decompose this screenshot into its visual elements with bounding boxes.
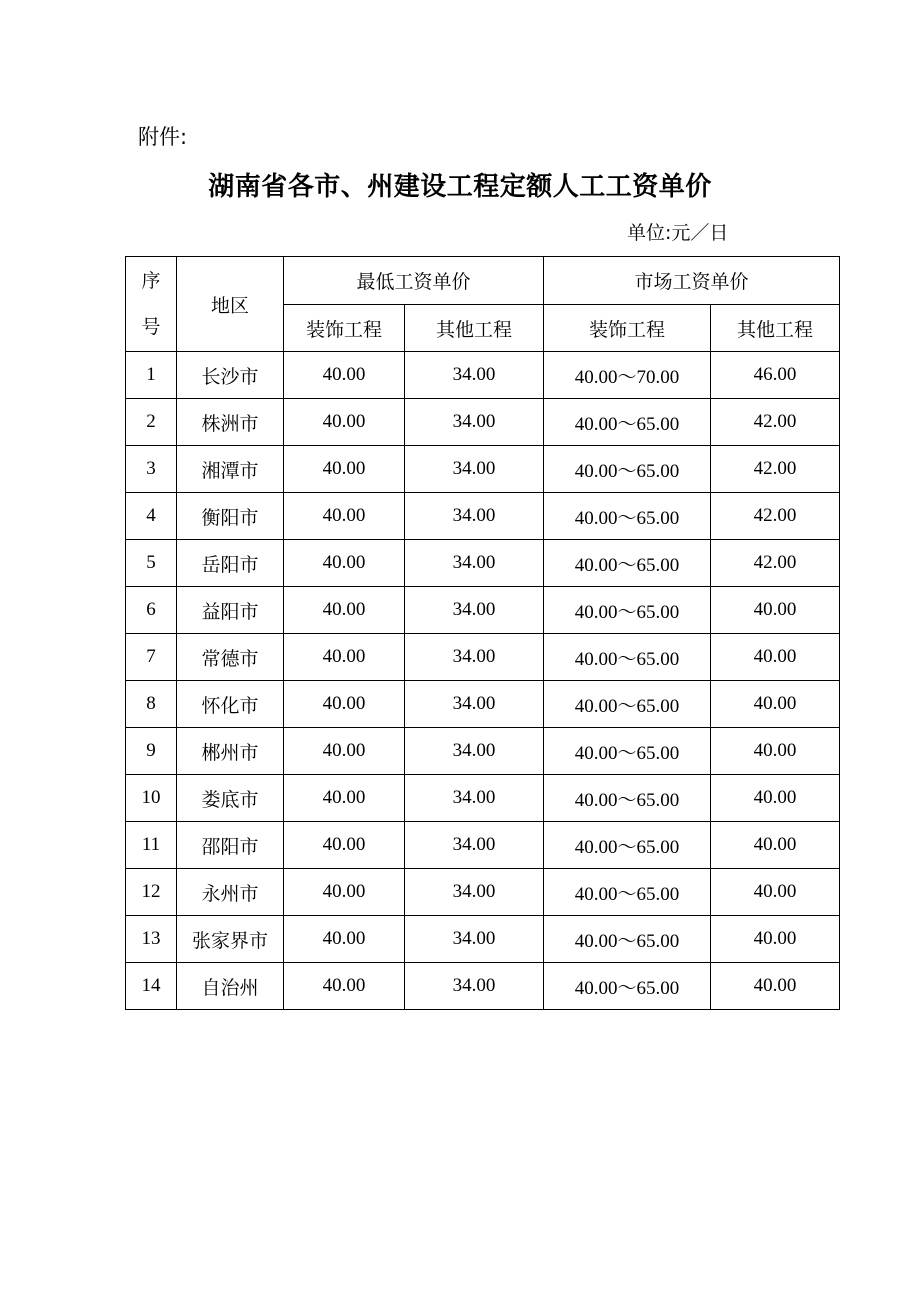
- cell-seq: 11: [126, 822, 177, 869]
- table-row: [126, 822, 840, 869]
- table-row: [126, 587, 840, 634]
- cell-min-decoration: 40.00: [284, 399, 405, 446]
- cell-region: 怀化市: [177, 681, 284, 728]
- cell-market-other: 40.00: [711, 822, 840, 869]
- cell-min-decoration: 40.00: [284, 493, 405, 540]
- cell-market-other: 40.00: [711, 587, 840, 634]
- cell-min-decoration: 40.00: [284, 916, 405, 963]
- table-row: [126, 963, 840, 1010]
- cell-min-other: 34.00: [405, 352, 544, 399]
- header-row-1: [126, 257, 840, 305]
- cell-min-other: 34.00: [405, 493, 544, 540]
- cell-min-decoration: 40.00: [284, 446, 405, 493]
- cell-region: 常德市: [177, 634, 284, 681]
- cell-seq: 9: [126, 728, 177, 775]
- table-row: [126, 634, 840, 681]
- cell-market-other: 42.00: [711, 493, 840, 540]
- cell-region: 张家界市: [177, 916, 284, 963]
- table-row: [126, 916, 840, 963]
- cell-market-decoration: 40.00～65.00: [544, 634, 711, 681]
- cell-min-decoration: 40.00: [284, 822, 405, 869]
- cell-market-decoration: 40.00～65.00: [544, 963, 711, 1010]
- header-region: 地区: [177, 257, 284, 352]
- cell-min-other: 34.00: [405, 822, 544, 869]
- cell-min-other: 34.00: [405, 634, 544, 681]
- cell-market-other: 42.00: [711, 540, 840, 587]
- cell-region: 娄底市: [177, 775, 284, 822]
- cell-min-other: 34.00: [405, 587, 544, 634]
- cell-seq: 3: [126, 446, 177, 493]
- cell-min-decoration: 40.00: [284, 681, 405, 728]
- cell-min-other: 34.00: [405, 963, 544, 1010]
- cell-market-other: 46.00: [711, 352, 840, 399]
- cell-region: 长沙市: [177, 352, 284, 399]
- cell-seq: 4: [126, 493, 177, 540]
- cell-region: 邵阳市: [177, 822, 284, 869]
- cell-market-decoration: 40.00～65.00: [544, 399, 711, 446]
- header-seq: [126, 257, 177, 352]
- table-row: [126, 493, 840, 540]
- cell-market-other: 40.00: [711, 916, 840, 963]
- cell-seq: 12: [126, 869, 177, 916]
- cell-market-decoration: 40.00～65.00: [544, 822, 711, 869]
- header-min-wage: 最低工资单价: [284, 257, 544, 305]
- cell-min-decoration: 40.00: [284, 963, 405, 1010]
- cell-region: 岳阳市: [177, 540, 284, 587]
- cell-min-decoration: 40.00: [284, 728, 405, 775]
- cell-seq: 5: [126, 540, 177, 587]
- cell-seq: 8: [126, 681, 177, 728]
- cell-min-decoration: 40.00: [284, 869, 405, 916]
- attachment-label: 附件:: [138, 125, 188, 149]
- cell-market-other: 42.00: [711, 446, 840, 493]
- cell-region: 永州市: [177, 869, 284, 916]
- header-seq-line1: 序: [141, 270, 161, 292]
- cell-min-other: 34.00: [405, 399, 544, 446]
- cell-region: 衡阳市: [177, 493, 284, 540]
- cell-market-other: 40.00: [711, 634, 840, 681]
- cell-min-other: 34.00: [405, 681, 544, 728]
- header-min-other: 其他工程: [405, 305, 544, 352]
- cell-region: 益阳市: [177, 587, 284, 634]
- unit-label: 单位:元／日: [627, 222, 729, 244]
- cell-min-other: 34.00: [405, 728, 544, 775]
- header-min-decoration: 装饰工程: [284, 305, 405, 352]
- header-market-other: 其他工程: [711, 305, 840, 352]
- cell-min-other: 34.00: [405, 869, 544, 916]
- table-row: [126, 869, 840, 916]
- cell-market-decoration: 40.00～65.00: [544, 728, 711, 775]
- header-seq-line2: 号: [141, 316, 161, 338]
- table-row: [126, 399, 840, 446]
- cell-min-decoration: 40.00: [284, 634, 405, 681]
- cell-market-other: 42.00: [711, 399, 840, 446]
- cell-market-decoration: 40.00～65.00: [544, 587, 711, 634]
- cell-market-other: 40.00: [711, 775, 840, 822]
- cell-min-decoration: 40.00: [284, 587, 405, 634]
- cell-region: 株洲市: [177, 399, 284, 446]
- wage-table: [125, 256, 840, 1010]
- cell-market-other: 40.00: [711, 963, 840, 1010]
- cell-min-decoration: 40.00: [284, 352, 405, 399]
- cell-seq: 14: [126, 963, 177, 1010]
- cell-market-decoration: 40.00～70.00: [544, 352, 711, 399]
- cell-min-other: 34.00: [405, 540, 544, 587]
- cell-min-decoration: 40.00: [284, 775, 405, 822]
- cell-min-other: 34.00: [405, 775, 544, 822]
- cell-region: 湘潭市: [177, 446, 284, 493]
- cell-seq: 6: [126, 587, 177, 634]
- cell-seq: 10: [126, 775, 177, 822]
- document-title: 湖南省各市、州建设工程定额人工工资单价: [208, 172, 712, 202]
- cell-market-decoration: 40.00～65.00: [544, 681, 711, 728]
- cell-region: 郴州市: [177, 728, 284, 775]
- table-row: [126, 540, 840, 587]
- cell-market-decoration: 40.00～65.00: [544, 446, 711, 493]
- header-market-wage: 市场工资单价: [544, 257, 840, 305]
- cell-seq: 13: [126, 916, 177, 963]
- cell-market-decoration: 40.00～65.00: [544, 493, 711, 540]
- cell-seq: 1: [126, 352, 177, 399]
- cell-min-decoration: 40.00: [284, 540, 405, 587]
- cell-market-decoration: 40.00～65.00: [544, 916, 711, 963]
- cell-seq: 7: [126, 634, 177, 681]
- cell-min-other: 34.00: [405, 916, 544, 963]
- cell-seq: 2: [126, 399, 177, 446]
- cell-min-other: 34.00: [405, 446, 544, 493]
- table-row: [126, 775, 840, 822]
- table-row: [126, 352, 840, 399]
- cell-market-decoration: 40.00～65.00: [544, 869, 711, 916]
- cell-market-decoration: 40.00～65.00: [544, 540, 711, 587]
- cell-region: 自治州: [177, 963, 284, 1010]
- cell-market-other: 40.00: [711, 681, 840, 728]
- table-row: [126, 446, 840, 493]
- cell-market-other: 40.00: [711, 869, 840, 916]
- cell-market-decoration: 40.00～65.00: [544, 775, 711, 822]
- table-row: [126, 728, 840, 775]
- header-market-decoration: 装饰工程: [544, 305, 711, 352]
- table-row: [126, 681, 840, 728]
- cell-market-other: 40.00: [711, 728, 840, 775]
